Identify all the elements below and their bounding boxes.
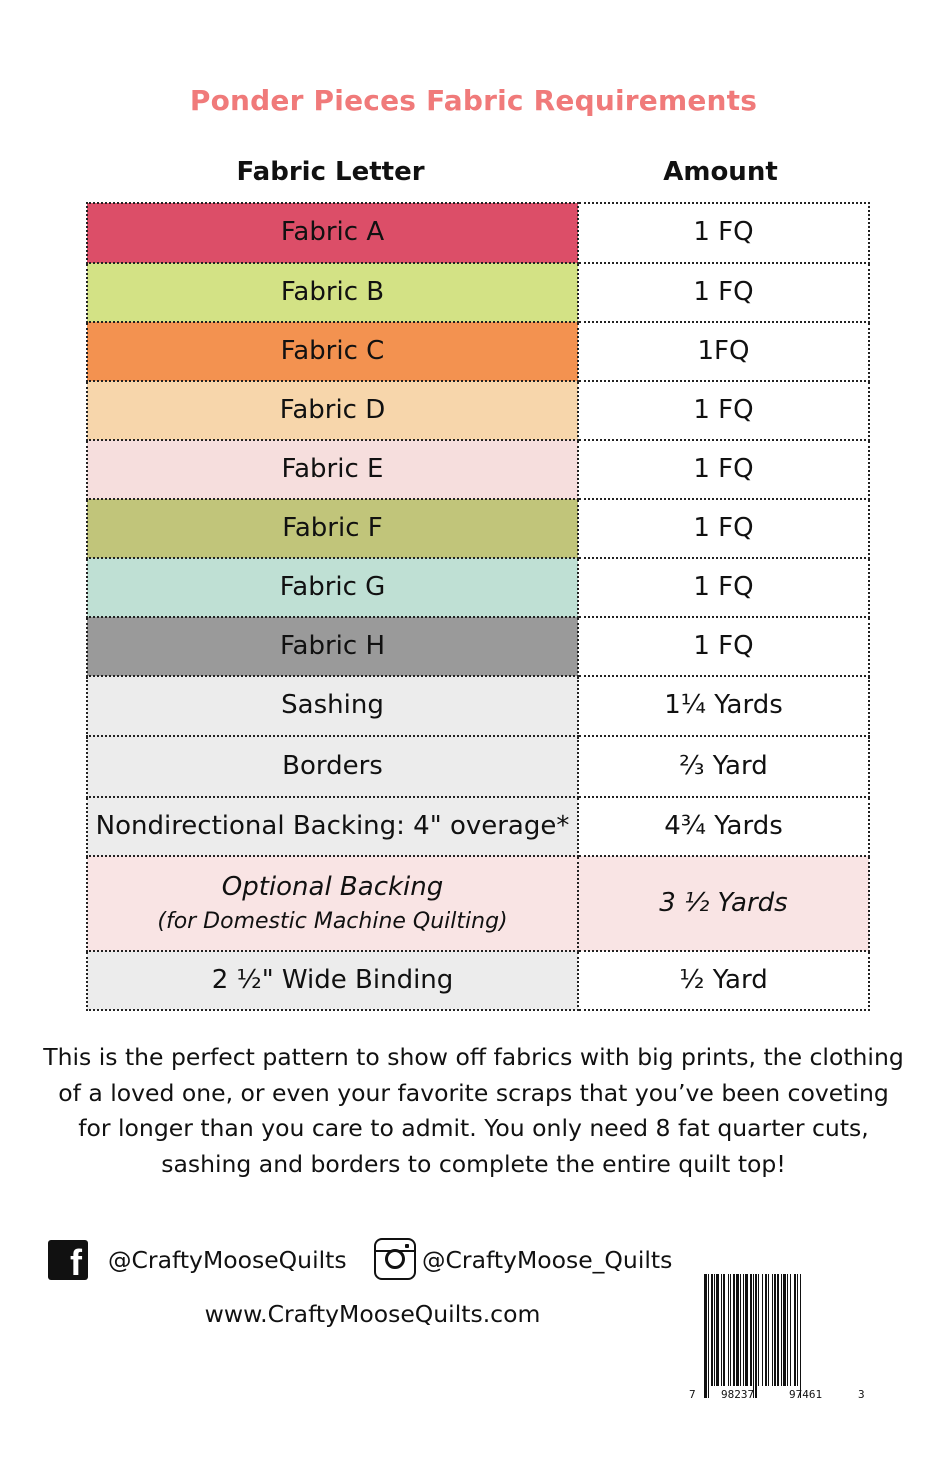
amount-value: 1¼ Yards	[664, 690, 783, 721]
table-row	[87, 203, 869, 263]
fabric-label: Fabric E	[281, 453, 384, 484]
barcode-bar	[716, 1274, 719, 1386]
barcode-bar	[777, 1274, 779, 1386]
barcode-bar	[750, 1274, 752, 1386]
barcode-right-digit: 3	[858, 1388, 865, 1401]
fabric-label: Fabric C	[280, 335, 385, 366]
fabric-letter-cell	[87, 203, 578, 263]
barcode-bar	[768, 1274, 769, 1386]
fabric-label: Sashing	[281, 690, 384, 721]
barcode-left-digit: 7	[689, 1388, 696, 1401]
website-link[interactable]: www.CraftyMooseQuilts.com	[204, 1300, 541, 1328]
barcode-group1: 98237	[721, 1388, 755, 1401]
fabric-letter-cell	[87, 381, 578, 440]
table-row	[87, 499, 869, 558]
fabric-label: Fabric B	[280, 276, 385, 307]
amount-cell	[578, 797, 869, 856]
fabric-letter-cell	[87, 499, 578, 558]
fabric-sublabel: (for Domestic Machine Quilting)	[157, 908, 508, 934]
amount-cell	[578, 263, 869, 322]
barcode-bar	[758, 1274, 759, 1386]
amount-value: 1 FQ	[693, 276, 754, 307]
table-row	[87, 440, 869, 499]
fabric-letter-cell	[87, 440, 578, 499]
amount-value: 1FQ	[697, 335, 750, 366]
fabric-label: 2 ½" Wide Binding	[211, 964, 454, 995]
table-row	[87, 676, 869, 736]
amount-cell	[578, 951, 869, 1010]
barcode-bar	[708, 1274, 709, 1398]
fabric-letter-cell	[87, 322, 578, 381]
table-row	[87, 736, 869, 797]
barcode-bar	[787, 1274, 788, 1386]
barcode-icon	[688, 1274, 868, 1406]
barcode-bar	[762, 1274, 763, 1386]
barcode-bar	[772, 1274, 773, 1386]
fabric-label: Fabric D	[279, 394, 386, 425]
fabric-requirements-table	[86, 202, 870, 1011]
barcode-bar	[797, 1274, 798, 1386]
amount-value: 1 FQ	[693, 453, 754, 484]
facebook-handle[interactable]: @CraftyMooseQuilts	[108, 1246, 347, 1274]
amount-cell	[578, 617, 869, 676]
amount-cell	[578, 440, 869, 499]
barcode-bar	[781, 1274, 782, 1386]
barcode-group2: 97461	[789, 1388, 823, 1401]
table-row	[87, 797, 869, 856]
fabric-letter-cell	[87, 676, 578, 736]
table-row	[87, 951, 869, 1010]
barcode-bar	[794, 1274, 796, 1386]
barcode-bar	[740, 1274, 741, 1386]
amount-cell	[578, 558, 869, 617]
table-row	[87, 263, 869, 322]
fabric-letter-cell	[87, 856, 578, 951]
amount-cell	[578, 203, 869, 263]
fabric-label: Borders	[282, 750, 383, 781]
fabric-letter-cell	[87, 797, 578, 856]
table-row	[87, 322, 869, 381]
amount-value: 3 ½ Yards	[659, 887, 788, 918]
barcode-bar	[774, 1274, 776, 1386]
page-title: Ponder Pieces Fabric Requirements	[189, 84, 758, 117]
barcode-bar	[743, 1274, 744, 1386]
fabric-label: Fabric A	[280, 217, 385, 248]
amount-cell	[578, 856, 869, 951]
instagram-handle[interactable]: @CraftyMoose_Quilts	[422, 1246, 673, 1274]
fabric-letter-cell	[87, 263, 578, 322]
amount-cell	[578, 736, 869, 797]
table-row	[87, 381, 869, 440]
barcode-bar	[721, 1274, 722, 1386]
fabric-label: Nondirectional Backing: 4" overage*	[95, 810, 570, 841]
fabric-letter-cell	[87, 736, 578, 797]
amount-value: 1 FQ	[693, 394, 754, 425]
amount-value: ⅔ Yard	[679, 750, 768, 781]
amount-value: 1 FQ	[693, 512, 754, 543]
table-row	[87, 856, 869, 951]
barcode-bar	[714, 1274, 715, 1386]
amount-cell	[578, 676, 869, 736]
fabric-letter-cell	[87, 951, 578, 1010]
fabric-letter-cell	[87, 558, 578, 617]
amount-cell	[578, 381, 869, 440]
barcode-bar	[753, 1274, 754, 1398]
barcode-bar	[745, 1274, 748, 1386]
amount-value: 1 FQ	[693, 571, 754, 602]
barcode-bar	[711, 1274, 713, 1386]
barcode-bar	[723, 1274, 725, 1386]
barcode-bar	[730, 1274, 731, 1386]
barcode-bar	[765, 1274, 767, 1386]
description-text: This is the perfect pattern to show off fabrics with big prints, the clothing of a loved one, or even your favorite scraps that you’ve been coveting for longer than you care to admit. You only need 8 fat quarter cuts, sashing and borders to complete the entire quilt top!	[43, 1043, 904, 1178]
amount-value: 4¾ Yards	[664, 810, 783, 841]
instagram-icon	[374, 1238, 416, 1280]
fabric-label: Fabric G	[279, 571, 386, 602]
facebook-icon: f	[48, 1240, 88, 1280]
barcode-bar	[704, 1274, 707, 1398]
table-row	[87, 617, 869, 676]
fabric-label: Fabric F	[282, 512, 383, 543]
fabric-letter-cell	[87, 617, 578, 676]
fabric-label: Optional Backing	[221, 871, 444, 902]
amount-cell	[578, 499, 869, 558]
table-row	[87, 558, 869, 617]
social-links	[48, 1238, 748, 1284]
amount-value: 1 FQ	[693, 217, 754, 248]
barcode-bar	[783, 1274, 786, 1386]
header-fabric-letter: Fabric Letter	[236, 157, 425, 187]
barcode-bar	[790, 1274, 791, 1386]
barcode-bar	[755, 1274, 757, 1398]
barcode-bar	[728, 1274, 729, 1386]
barcode-bar	[733, 1274, 735, 1386]
header-amount: Amount	[663, 157, 778, 187]
amount-value: 1 FQ	[693, 630, 754, 661]
barcode-bar	[736, 1274, 739, 1386]
amount-value: ½ Yard	[679, 964, 768, 995]
barcode-bar	[800, 1274, 801, 1398]
fabric-label: Fabric H	[279, 630, 386, 661]
amount-cell	[578, 322, 869, 381]
